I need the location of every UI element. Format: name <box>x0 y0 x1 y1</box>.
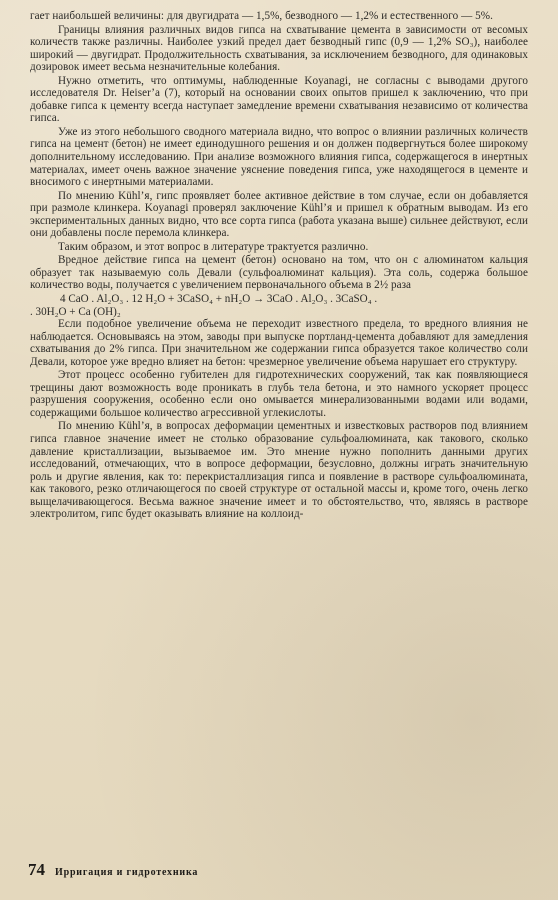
paragraph-10: По мнению Kühl’я, в вопросах деформации цементных и известковых растворов под влиянием гипса главное значение имеет не столько образование сульфоалюмината, как такового, сколько давление кристаллизации, вызываемое им. Это мнение нужно пополнить данными других исследований, отмечающих, что в вопросе деформации, безусловно, должны играть значительную роль и другие явления, как то: перекристаллизация гипса и появление в растворе сульфоалюмината, как такового, резко отличающегося по своей структуре от остальной массы и, кроме того, очень легко выщелачивающегося. Весьма важное значение имеет и то обстоятельство, что, являясь в растворе электролитом, гипс будет оказывать влияние на коллоид- <box>30 420 528 521</box>
chemical-formula-line-2: . 30H₂O + Ca (OH)₂ <box>30 305 121 318</box>
page-text <box>30 10 528 860</box>
paragraph-9: Этот процесс особенно губителен для гидротехнических сооружений, так как появляющиеся трещины дают возможность воде проникать в глубь тела бетона, и это намного ускоряет процесс разрушения сооружения, особенно если оно омывается минерализованными водами или водами, содержащими большое количество агрессивной углекислоты. <box>30 369 528 419</box>
page-number: 74 <box>28 860 45 879</box>
paragraph-4: Уже из этого небольшого сводного материала видно, что вопрос о влиянии различных количеств гипса на цемент (бетон) не имеет единодушного решения и он должен подвергнуться более широкому дополнительному исследованию. При анализе возможного влияния гипса, содержащегося в инертных материалах, имеет очень важное значение уяснение поведения гипса, уже находящегося в цементе и вносимого с инертными материалами. <box>30 125 528 189</box>
paragraph-7: Вредное действие гипса на цемент (бетон) основано на том, что он с алюминатом кальция образует так называемую соль Девали (сульфоалюминат кальция). Эта соль, содержа большое количество воды, получается с увеличением первоначального объема в 2½ раза <box>30 254 528 292</box>
paragraph-2: Границы влияния различных видов гипса на схватывание цемента в зависимости от весомых количеств также различны. Наиболее узкий предел дает безводный гипс (0,9 — 1,2% SO₃), наиболее широкий — двугидрат. Продолжительность схватывания, за исключением безводного, для одинаковых дозировок имеет весьма незначительные колебания. <box>30 23 528 74</box>
chemical-formula-line-1: 4 CaO . Al₂O₃ . 12 H₂O + 3CaSO₄ + nH₂O → 3CaO . Al₂O₃ . 3CaSO₄ . <box>60 293 378 306</box>
running-title: Ирригация и гидротехника <box>55 867 199 878</box>
paragraph-5: По мнению Kühl’я, гипс проявляет более активное действие в том случае, если он добавляется при размоле клинкера. Koyanagi проверял заключение Kühl’я и пришел к обратным выводам. Из его экспериментальных данных видно, что все сорта гипса (работа указана выше) сильнее действуют, если они добавлены после перемола клинкера. <box>30 189 528 240</box>
paragraph-3: Нужно отметить, что оптимумы, наблюденные Koyanagi, не согласны с выводами другого исследователя Dr. Heiser’a (7), который на основании своих опытов пришел к заключению, что при добавке гипса к цементу всегда наступает замедление времени схватывания независимо от количества гипса. <box>30 74 528 125</box>
paragraph-8: Если подобное увеличение объема не переходит известного предела, то вредного влияния не наблюдается. Основываясь на этом, заводы при выпуске портланд-цемента добавляют для замедления схватывания до 2% гипса. При значительном же содержании гипса образуется такое количество соли Девали, которое уже вредно влияет на бетон: чрезмерное увеличение объема нарушает его структуру. <box>30 318 528 368</box>
paragraph-1: гает наибольшей величины: для двугидрата — 1,5%, безводного — 1,2% и естественного — 5%. <box>30 10 493 22</box>
paragraph-6: Таким образом, и этот вопрос в литературе трактуется различно. <box>58 240 369 253</box>
page-footer <box>28 860 528 880</box>
